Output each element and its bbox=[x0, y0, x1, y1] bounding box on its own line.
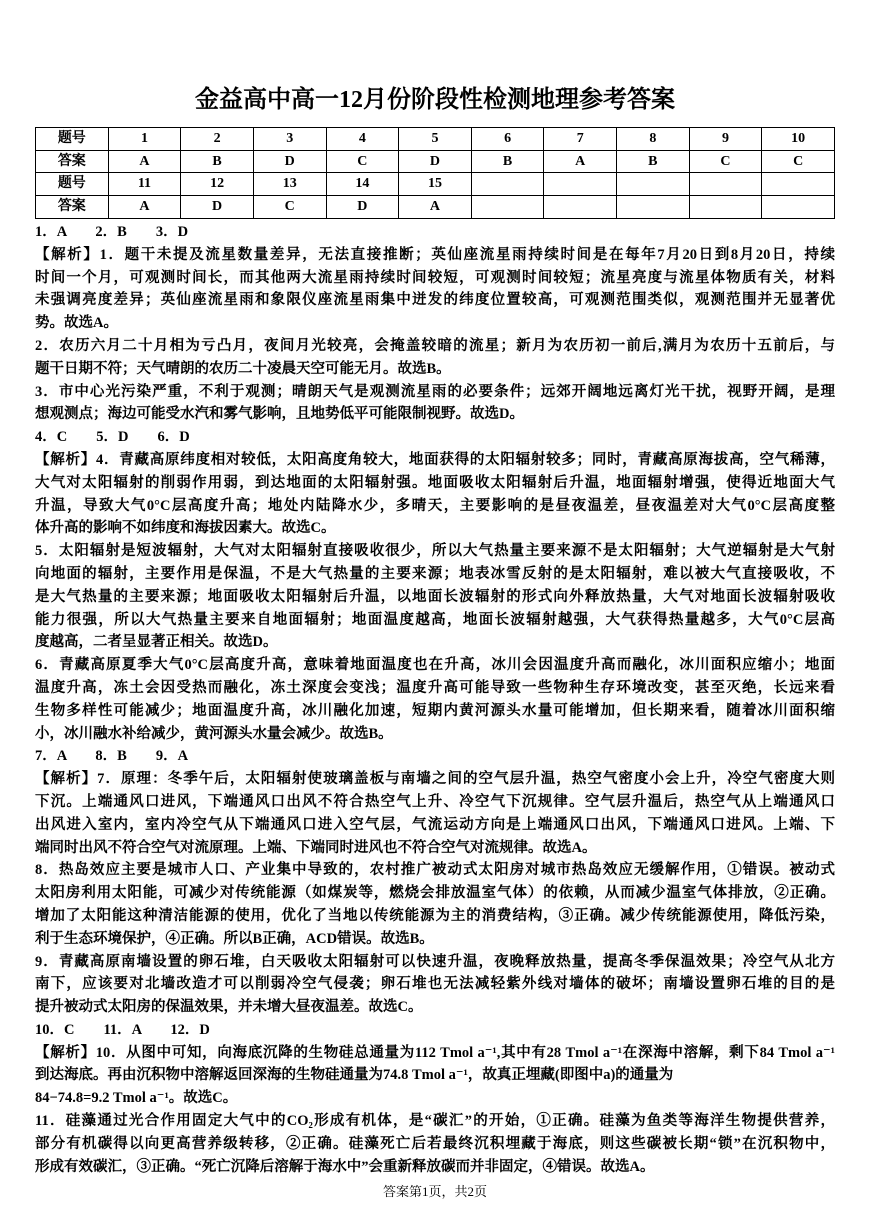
table-cell: B bbox=[471, 150, 544, 173]
explanation-line: 向地面的辐射，主要作用是保温，不是大气热量的主要来源；地表冰雪反射的是太阳辐射，难以被大气直接吸收，不 bbox=[35, 565, 835, 582]
empty-cell bbox=[544, 173, 617, 196]
table-row-answers-1 bbox=[36, 150, 835, 173]
empty-cell bbox=[689, 196, 762, 219]
explanation-line: 温度升高，冻土会因受热而融化，冻土深度会变浅；温度升高可能导致一些物种生存环境改变，甚至灭绝，长远来看 bbox=[35, 679, 835, 696]
explanation-q11 bbox=[35, 1110, 835, 1178]
answer-explanations bbox=[35, 221, 835, 1178]
table-cell: 9 bbox=[689, 128, 762, 151]
table-cell: 6 bbox=[471, 128, 544, 151]
explanation-q2 bbox=[35, 335, 835, 381]
empty-cell bbox=[762, 196, 835, 219]
table-row-question-numbers-2 bbox=[36, 173, 835, 196]
table-cell: C bbox=[689, 150, 762, 173]
table-cell: A bbox=[108, 150, 181, 173]
explanation-q4 bbox=[35, 449, 835, 540]
explanation-line: 2．农历六月二十月相为亏凸月，夜间月光较亮，会掩盖较暗的流星；新月为农历初一前后,满月为农历十五前后，与 bbox=[35, 337, 835, 354]
row-header: 题号 bbox=[36, 128, 109, 151]
table-cell: D bbox=[326, 196, 399, 219]
explanation-line: 出风进入室内，室内冷空气从下端通风口进入空气层，气流运动方向是上端通风口出风，下端通风口进风。上端、下 bbox=[35, 816, 835, 833]
explanation-line: 能力很强，所以大气热量主要来自地面辐射；地面温度越高，地面长波辐射越强，大气获得热量越多，大气0°C层高 bbox=[35, 611, 835, 628]
empty-cell bbox=[617, 196, 690, 219]
explanation-q5 bbox=[35, 540, 835, 654]
answer-summary-line: 1．A 2．B 3．D bbox=[35, 224, 189, 240]
answer-group-q7-9 bbox=[35, 745, 835, 1019]
answer-table bbox=[35, 127, 835, 219]
explanation-line: 利于生态环境保护，④正确。所以B正确，ACD错误。故选B。 bbox=[35, 930, 434, 947]
table-cell: 14 bbox=[326, 173, 399, 196]
answer-group-q10-12 bbox=[35, 1019, 835, 1179]
empty-cell bbox=[762, 173, 835, 196]
empty-cell bbox=[471, 173, 544, 196]
explanation-q3 bbox=[35, 381, 835, 427]
table-cell: 15 bbox=[399, 173, 472, 196]
table-cell: D bbox=[253, 150, 326, 173]
explanation-line: 太阳房利用太阳能，可减少对传统能源（如煤炭等，燃烧会排放温室气体）的依赖，从而减少温室气体排放，②正确。 bbox=[35, 885, 835, 902]
explanation-line: 9．青藏高原南墙设置的卵石堆，白天吸收太阳辐射可以快速升温，夜晚释放热量，提高冬季保温效果；冷空气从北方 bbox=[35, 953, 835, 970]
empty-cell bbox=[471, 196, 544, 219]
row-header: 题号 bbox=[36, 173, 109, 196]
empty-cell bbox=[617, 173, 690, 196]
explanation-line: 端同时出风不符合空气对流原理。上端、下端同时进风也不符合空气对流规律。故选A。 bbox=[35, 839, 597, 856]
explanation-line: 3．市中心光污染严重，不利于观测；晴朗天气是观测流星雨的必要条件；远郊开阔地远离灯光干扰，视野开阔，是理 bbox=[35, 383, 835, 400]
explanation-line: 南下，应该要对北墙改造才可以削弱冷空气侵袭；卵石堆也无法减轻紫外线对墙体的破坏；南墙设置卵石堆的目的是 bbox=[35, 976, 835, 993]
explanation-line: 体升高的影响不如纬度和海拔因素大。故选C。 bbox=[35, 520, 336, 537]
explanation-line: 6．青藏高原夏季大气0°C层高度升高，意味着地面温度也在升高，冰川会因温度升高而融化，冰川面积应缩小；地面 bbox=[35, 657, 835, 674]
row-header: 答案 bbox=[36, 196, 109, 219]
table-cell: C bbox=[253, 196, 326, 219]
page-footer: 答案第1页，共2页 bbox=[382, 1184, 487, 1199]
explanation-line: 想观测点；海边可能受水汽和雾气影响，且地势低平可能限制视野。故选D。 bbox=[35, 406, 524, 423]
answer-summary-line: 7．A 8．B 9．A bbox=[35, 748, 189, 765]
explanation-q9 bbox=[35, 951, 835, 1019]
table-cell: 10 bbox=[762, 128, 835, 151]
table-row-answers-2 bbox=[36, 196, 835, 219]
table-cell: 12 bbox=[181, 173, 254, 196]
table-cell: B bbox=[617, 150, 690, 173]
table-cell: A bbox=[544, 150, 617, 173]
table-cell: 3 bbox=[253, 128, 326, 151]
table-cell: B bbox=[181, 150, 254, 173]
explanation-line: 未强调亮度差异；英仙座流星雨和象限仪座流星雨集中迸发的纬度位置较高，可观测范围类似，观测范围并无显著优 bbox=[35, 292, 835, 309]
explanation-line: 提升被动式太阳房的保温效果，并未增大昼夜温差。故选C。 bbox=[35, 999, 423, 1016]
table-cell: 5 bbox=[399, 128, 472, 151]
table-cell: D bbox=[181, 196, 254, 219]
table-cell: 7 bbox=[544, 128, 617, 151]
explanation-line: 8．热岛效应主要是城市人口、产业集中导致的，农村推广被动式太阳房对城市热岛效应无缓解作用，①错误。被动式 bbox=[35, 862, 835, 879]
explanation-line: 增加了太阳能这种清洁能源的使用，优化了当地以传统能源为主的消费结构，③正确。减少传统能源使用，降低污染， bbox=[35, 907, 835, 924]
answer-summary-line: 4．C 5．D 6．D bbox=[35, 429, 190, 446]
row-header: 答案 bbox=[36, 150, 109, 173]
table-cell: D bbox=[399, 150, 472, 173]
answer-group-q4-6 bbox=[35, 426, 835, 745]
table-cell: 2 bbox=[181, 128, 254, 151]
explanation-line: 势。故选A。 bbox=[35, 315, 118, 332]
answer-summary-line: 10．C 11．A 12．D bbox=[35, 1021, 210, 1038]
explanation-line: 【解析】1．题干未提及流星数量差异，无法直接推断；英仙座流星雨持续时间是在每年7月20日到8月20日，持续 bbox=[35, 246, 835, 263]
explanation-line: 11．硅藻通过光合作用固定大气中的CO₂形成有机体，是“碳汇”的开始，①正确。硅藻为鱼类等海洋生物提供营养， bbox=[35, 1113, 835, 1130]
explanation-line: 大气对太阳辐射的削弱作用弱，到达地面的太阳辐射强。地面吸收太阳辐射后升温，地面辐射增强，使得近地面大气 bbox=[35, 474, 835, 491]
table-cell: C bbox=[326, 150, 399, 173]
explanation-line: 【解析】7．原理：冬季午后，太阳辐射使玻璃盖板与南墙之间的空气层升温，热空气密度小会上升，冷空气密度大则 bbox=[35, 771, 835, 788]
explanation-line: 小，冰川融水补给减少，黄河源头水量会减少。故选B。 bbox=[35, 725, 393, 742]
table-cell: C bbox=[762, 150, 835, 173]
explanation-line: 到达海底。再由沉积物中溶解返回深海的生物硅通量为74.8 Tmol a⁻¹，故真正埋藏(即图中a)的通量为 bbox=[35, 1067, 674, 1084]
table-cell: 8 bbox=[617, 128, 690, 151]
explanation-line: 下沉。上端通风口进风，下端通风口出风不符合热空气上升、冷空气下沉规律。空气层升温后，热空气从上端通风口 bbox=[35, 793, 835, 810]
explanation-line: 生物多样性可能减少；地面温度升高，冰川融化加速，短期内黄河源头水量可能增加，但长期来看，随着冰川面积缩 bbox=[35, 702, 835, 719]
table-row-question-numbers-1 bbox=[36, 128, 835, 151]
explanation-line: 度越高，二者呈显著正相关。故选D。 bbox=[35, 634, 278, 651]
table-cell: 11 bbox=[108, 173, 181, 196]
table-cell: 4 bbox=[326, 128, 399, 151]
page-title: 金益高中高一12月份阶段性检测地理参考答案 bbox=[195, 87, 675, 113]
table-cell: 13 bbox=[253, 173, 326, 196]
explanation-q10 bbox=[35, 1042, 835, 1110]
empty-cell bbox=[689, 173, 762, 196]
explanation-line: 5．太阳辐射是短波辐射，大气对太阳辐射直接吸收很少，所以大气热量主要来源不是太阳辐射；大气逆辐射是大气射 bbox=[35, 543, 835, 560]
empty-cell bbox=[544, 196, 617, 219]
explanation-line: 时间一个月，可观测时间长，而其他两大流星雨持续时间较短，可观测时间较短；流星亮度与流星体物质有关，材料 bbox=[35, 269, 835, 286]
answer-group-q1-3 bbox=[35, 221, 835, 426]
explanation-line: 形成有效碳汇，③正确。“死亡沉降后溶解于海水中”会重新释放碳而并非固定，④错误。故选A。 bbox=[35, 1158, 655, 1175]
explanation-line: 部分有机碳得以向更高营养级转移，②正确。硅藻死亡后若最终沉积埋藏于海底，则这些碳被长期“锁”在沉积物中， bbox=[35, 1135, 835, 1152]
explanation-q8 bbox=[35, 859, 835, 950]
explanation-line: 【解析】4．青藏高原纬度相对较低，太阳高度角较大，地面获得的太阳辐射较多；同时，青藏高原海拔高，空气稀薄， bbox=[35, 451, 835, 468]
table-cell: A bbox=[108, 196, 181, 219]
explanation-line: 【解析】10．从图中可知，向海底沉降的生物硅总通量为112 Tmol a⁻¹,其中有28 Tmol a⁻¹在深海中溶解，剩下84 Tmol a⁻¹ bbox=[35, 1044, 835, 1061]
table-cell: 1 bbox=[108, 128, 181, 151]
explanation-line: 是大气热量的主要来源；地面吸收太阳辐射后升温，以地面长波辐射的形式向外释放热量，大气对地面长波辐射吸收 bbox=[35, 588, 835, 605]
explanation-q7 bbox=[35, 768, 835, 859]
table-cell: A bbox=[399, 196, 472, 219]
explanation-q6 bbox=[35, 654, 835, 745]
explanation-line: 84−74.8=9.2 Tmol a⁻¹。故选C。 bbox=[35, 1090, 238, 1107]
explanation-q1 bbox=[35, 244, 835, 335]
explanation-line: 升温，导致大气0°C层高度升高；地处内陆降水少，多晴天，主要影响的是昼夜温差，昼夜温差对大气0°C层高度整 bbox=[35, 497, 835, 514]
explanation-line: 题干日期不符；天气晴朗的农历二十凌晨天空可能无月。故选B。 bbox=[35, 360, 451, 377]
